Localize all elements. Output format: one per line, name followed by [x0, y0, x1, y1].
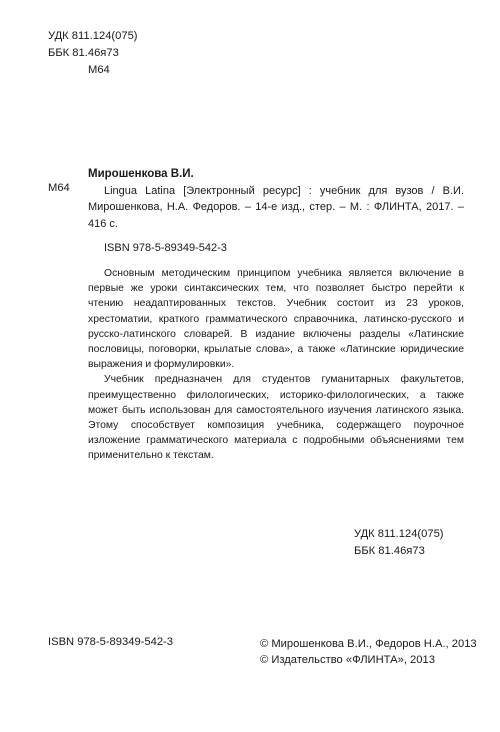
author-name: Мирошенкова В.И. [88, 168, 194, 180]
bbk-code-right: ББК 81.46я73 [354, 545, 425, 557]
annotation [88, 266, 464, 464]
copyright-publisher: © Издательство «ФЛИНТА», 2013 [260, 654, 435, 666]
udk-code: УДК 811.124(075) [48, 30, 138, 42]
author-mark: М64 [48, 182, 70, 194]
copyright-block [260, 636, 477, 668]
bibliographic-description: Lingua Latina [Электронный ресурс] : учебник для вузов / В.И. Мирошенкова, Н.А. Федоров. – 14-е изд., стер. – М. : ФЛИНТА, 2017. – 416 с. [88, 184, 464, 230]
udk-code-right: УДК 811.124(075) [354, 528, 444, 540]
top-classification-codes [48, 28, 138, 79]
annotation-paragraph-2: Учебник предназначен для студентов гуманитарных факультетов, преимущественно филологических, историко-филологических, а также может быть использован для самостоятельного изучения латинского языка. Этому способствует композиция учебника, содержащего поурочное изложение грамматического материала с подробными объяснениями тем применительно к текстам. [88, 374, 464, 462]
footer-isbn: ISBN 978-5-89349-542-3 [48, 636, 174, 648]
annotation-paragraph-1: Основным методическим принципом учебника является включение в первые же уроки синтаксических тем, что позволяет быстро перейти к чтению неадаптированных текстов. Учебник состоит из 23 уроков, хрестоматии, краткого грамматического справочника, латинско-русского и русско-латинского словарей. В издание включены разделы «Латинские пословицы, поговорки, крылатые слова», а также «Латинские юридические выражения и формулировки». [88, 268, 464, 371]
bbk-code: ББК 81.46я73 [48, 47, 119, 59]
bibliographic-record [88, 166, 464, 257]
copyright-authors: © Мирошенкова В.И., Федоров Н.А., 2013 [260, 638, 477, 650]
author-mark-code: М64 [88, 64, 110, 76]
isbn-line: ISBN 978-5-89349-542-3 [104, 242, 227, 254]
right-classification-codes [354, 526, 444, 560]
